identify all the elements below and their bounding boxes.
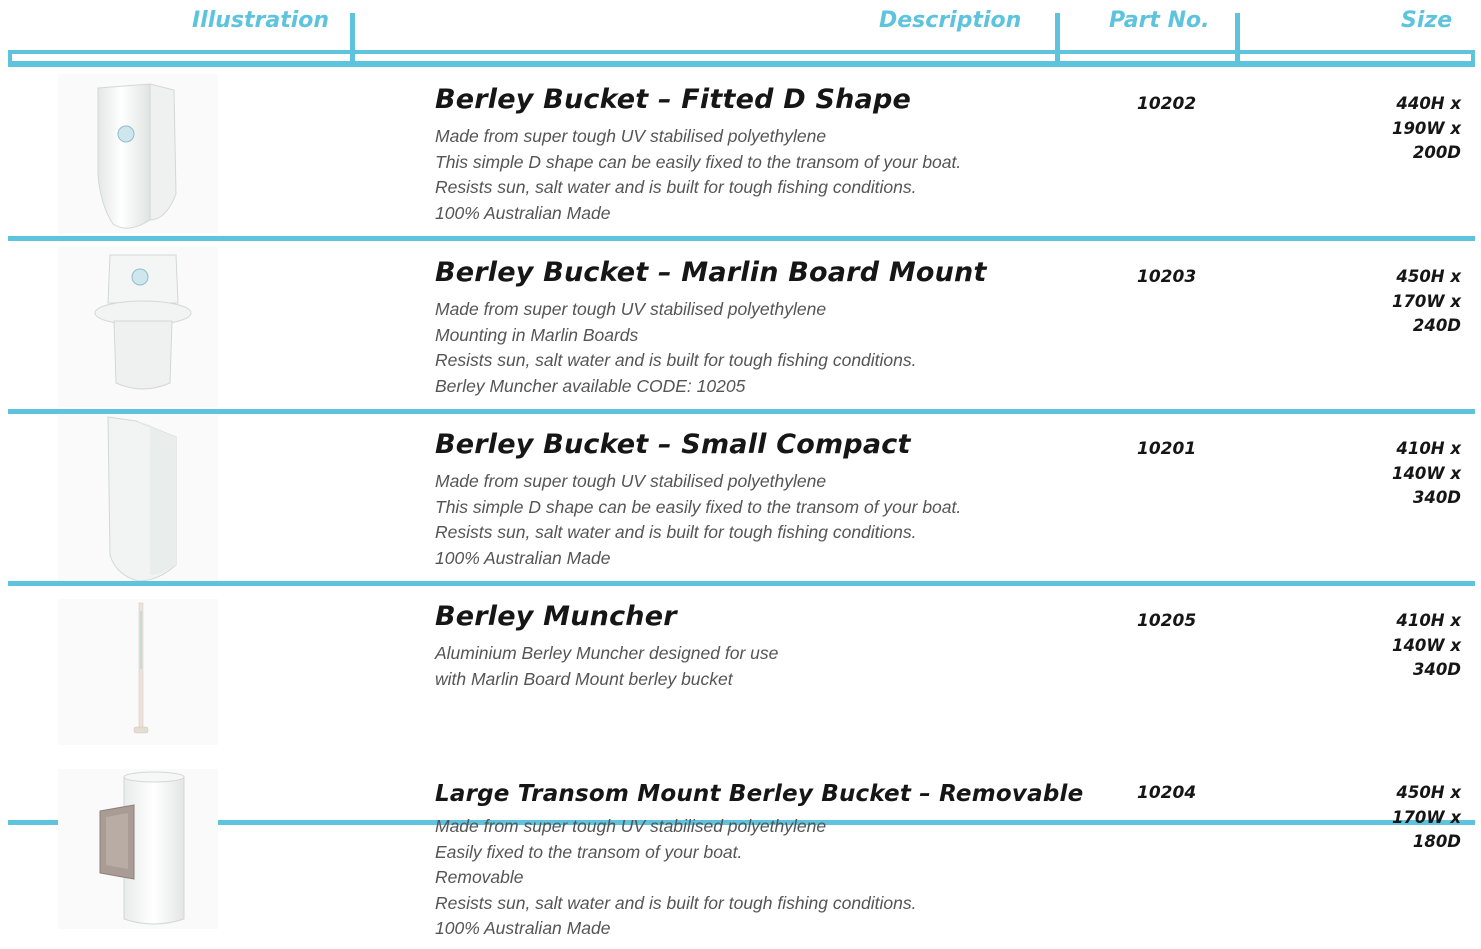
size-line: 440H x bbox=[1396, 94, 1461, 113]
product-size bbox=[1392, 781, 1461, 855]
size-line: 140W x bbox=[1391, 635, 1461, 655]
size-line: 200D bbox=[1412, 143, 1461, 162]
part-number: 10204 bbox=[1137, 783, 1197, 803]
product-description bbox=[435, 124, 961, 226]
size-line: 450H x bbox=[1396, 783, 1461, 802]
description-line: Resists sun, salt water and is built for tough fishing conditions. bbox=[435, 522, 917, 542]
description-line: Made from super tough UV stabilised polyethylene bbox=[435, 816, 827, 836]
header-divider bbox=[350, 13, 355, 67]
size-line: 340D bbox=[1412, 660, 1461, 679]
description-line: Easily fixed to the transom of your boat. bbox=[435, 841, 743, 862]
illustration-column-header: Illustration bbox=[192, 8, 330, 33]
product-description bbox=[435, 469, 961, 571]
description-line: This simple D shape can be easily fixed to the transom of your boat. bbox=[435, 151, 962, 172]
description-line: Made from super tough UV stabilised polyethylene bbox=[435, 299, 827, 319]
product-row bbox=[0, 585, 1481, 757]
header-divider bbox=[1055, 13, 1060, 67]
fitted-d-shape-bucket-image bbox=[58, 74, 218, 234]
header-divider bbox=[1235, 13, 1240, 67]
description-line: with Marlin Board Mount berley bucket bbox=[435, 668, 733, 689]
marlin-board-mount-bucket-image bbox=[58, 247, 218, 407]
description-line: Made from super tough UV stabilised polyethylene bbox=[435, 471, 827, 491]
description-line: 100% Australian Made bbox=[435, 547, 611, 568]
description-line: This simple D shape can be easily fixed to the transom of your boat. bbox=[435, 496, 962, 517]
product-title: Berley Bucket – Fitted D Shape bbox=[435, 84, 911, 115]
product-row bbox=[0, 413, 1481, 585]
product-row bbox=[0, 68, 1481, 240]
description-line: 100% Australian Made bbox=[435, 918, 611, 938]
size-line: 170W x bbox=[1391, 807, 1461, 827]
size-line: 240D bbox=[1412, 316, 1461, 335]
description-line: 100% Australian Made bbox=[435, 202, 611, 223]
header-rule-bottom bbox=[8, 61, 1475, 67]
size-line: 190W x bbox=[1391, 118, 1461, 138]
description-line: Aluminium Berley Muncher designed for use bbox=[435, 643, 779, 663]
part-number: 10203 bbox=[1137, 267, 1197, 287]
description-line: Mounting in Marlin Boards bbox=[435, 324, 639, 345]
part-number: 10205 bbox=[1137, 611, 1197, 631]
size-line: 450H x bbox=[1396, 267, 1461, 286]
berley-muncher-rod-image bbox=[58, 599, 218, 745]
description-line: Resists sun, salt water and is built for tough fishing conditions. bbox=[435, 892, 917, 913]
product-size bbox=[1392, 437, 1461, 511]
product-row bbox=[0, 765, 1481, 949]
description-line: Made from super tough UV stabilised polyethylene bbox=[435, 126, 827, 146]
description-line: Resists sun, salt water and is built for tough fishing conditions. bbox=[435, 177, 917, 197]
description-column-header: Description bbox=[879, 8, 1022, 33]
product-title: Berley Bucket – Marlin Board Mount bbox=[435, 257, 987, 288]
size-line: 170W x bbox=[1391, 291, 1461, 311]
product-size bbox=[1392, 92, 1461, 166]
description-line: Removable bbox=[435, 867, 524, 887]
size-line: 140W x bbox=[1391, 463, 1461, 483]
size-line: 180D bbox=[1412, 832, 1461, 851]
part-number: 10201 bbox=[1137, 439, 1197, 459]
product-description bbox=[435, 814, 917, 942]
product-title: Berley Muncher bbox=[435, 601, 677, 632]
header-rule-top bbox=[8, 50, 1475, 54]
product-size bbox=[1392, 609, 1461, 683]
size-column-header: Size bbox=[1401, 8, 1453, 33]
product-row bbox=[0, 241, 1481, 413]
product-description bbox=[435, 641, 778, 692]
product-description bbox=[435, 297, 917, 399]
part-no-column-header: Part No. bbox=[1109, 8, 1210, 33]
description-line: Berley Muncher available CODE: 10205 bbox=[435, 375, 746, 396]
product-size bbox=[1392, 265, 1461, 339]
size-line: 410H x bbox=[1396, 611, 1461, 630]
description-line: Resists sun, salt water and is built for tough fishing conditions. bbox=[435, 350, 917, 370]
table-header bbox=[0, 0, 1481, 68]
size-line: 410H x bbox=[1396, 439, 1461, 458]
small-compact-bucket-image bbox=[58, 415, 218, 581]
size-line: 340D bbox=[1412, 488, 1461, 507]
part-number: 10202 bbox=[1137, 94, 1197, 114]
header-divider-left bbox=[8, 50, 12, 67]
product-title: Large Transom Mount Berley Bucket – Removable bbox=[435, 781, 1084, 807]
product-title: Berley Bucket – Small Compact bbox=[435, 429, 911, 460]
header-divider-right bbox=[1471, 50, 1475, 67]
large-transom-mount-bucket-image bbox=[58, 769, 218, 929]
